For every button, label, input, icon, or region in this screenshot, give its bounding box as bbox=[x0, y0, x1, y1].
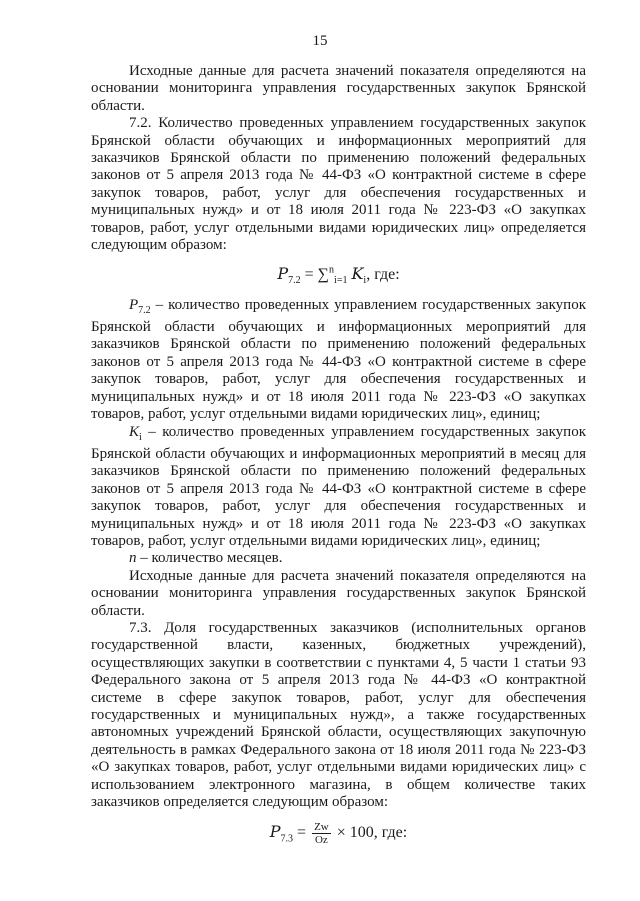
paragraph-source-data-1: Исходные данные для расчета значений показателя определяются на основании мониторинга управления государственных закупок Брянской области. bbox=[91, 63, 586, 114]
formula-p73-fraction bbox=[312, 821, 331, 846]
formula-p73 bbox=[91, 821, 586, 846]
formula-p72 bbox=[91, 264, 586, 286]
formula-p72-sum-sub: i=1 bbox=[334, 275, 348, 287]
definition-n-text: – количество месяцев. bbox=[136, 550, 283, 567]
definition-p72 bbox=[91, 297, 586, 424]
formula-p72-sum: ∑ bbox=[317, 266, 330, 284]
formula-p72-term: K bbox=[351, 264, 364, 284]
formula-p73-numerator: Zw bbox=[314, 821, 329, 834]
formula-p72-tail: , где: bbox=[366, 266, 400, 284]
formula-p73-denominator: Oz bbox=[314, 834, 328, 847]
formula-p73-eq: = bbox=[293, 824, 311, 842]
formula-p72-term-sub: i bbox=[363, 275, 367, 287]
definition-p72-symbol: P bbox=[129, 296, 139, 313]
formula-p73-lhs: P bbox=[269, 822, 281, 842]
definition-p72-text: – количество проведенных управлением государственных закупок Брянской области обучающих и информационных мероприятий для заказчиков Брянской области по применению положений федеральных законов от 5 апреля 2013 года № 44-ФЗ «О контрактной системе в сфере закупок товаров, работ, услуг для обеспечения государственных и муниципальных нужд» и от 18 июля 2011 года № 223-ФЗ «О закупках товаров, работ, услуг отдельными видами юридических лиц», единиц; bbox=[91, 296, 586, 423]
page-number: 15 bbox=[312, 33, 328, 49]
paragraph-7-3: 7.3. Доля государственных заказчиков (исполнительных органов государственной власти, казенных, бюджетных учреждений), осуществляющих закупки в соответствии с пунктами 4, 5 части 1 статьи 93 Федерального закона от 5 апреля 2013 года № 44-ФЗ «О контрактной системе в сфере закупок товаров, работ, услуг для обеспечения государственных и муниципальных нужд», а также государственных автономных учреждений Брянской области, осуществляющих закупочную деятельность в рамках Федерального закона от 18 июля 2011 года № 223-ФЗ «О закупках товаров, работ, услуг отдельными видами юридических лиц» с использованием электронного магазина, в общем количестве таких заказчиков определяется следующим образом: bbox=[91, 619, 586, 811]
definition-p72-sub: 7.2 bbox=[138, 304, 151, 316]
definition-ki bbox=[91, 424, 586, 551]
formula-p72-lhs: P bbox=[277, 264, 289, 284]
definition-ki-text: – количество проведенных управлением государственных закупок Брянской области обучающих и информационных мероприятий в месяц для заказчиков Брянской области по применению положений федеральных законов от 5 апреля 2013 года № 44-ФЗ «О контрактной системе в сфере закупок товаров, работ, услуг для обеспечения государственных и муниципальных нужд» и от 18 июля 2011 года № 223-ФЗ «О закупках товаров, работ, услуг отдельными видами юридических лиц», единиц; bbox=[91, 423, 586, 549]
definition-ki-symbol: K bbox=[129, 423, 140, 440]
formula-p73-tail: × 100, где: bbox=[332, 824, 408, 842]
definition-n-symbol: n bbox=[129, 550, 137, 567]
paragraph-7-2: 7.2. Количество проведенных управлением государственных закупок Брянской области обучающих и информационных мероприятий для заказчиков Брянской области по применению положений федеральных законов от 5 апреля 2013 года № 44-ФЗ «О контрактной системе в сфере закупок товаров, работ, услуг для обеспечения государственных и муниципальных нужд» и от 18 июля 2011 года № 223-ФЗ «О закупках товаров, работ, услуг отдельными видами юридических лиц» определяется следующим образом: bbox=[91, 115, 586, 254]
formula-p72-sum-sup: n bbox=[329, 265, 335, 277]
formula-p73-lhs-sub: 7.3 bbox=[280, 833, 294, 845]
definition-n bbox=[91, 550, 586, 567]
formula-p72-eq: = bbox=[300, 266, 318, 284]
definition-ki-sub: i bbox=[139, 431, 142, 443]
formula-p72-lhs-sub: 7.2 bbox=[288, 275, 301, 287]
paragraph-source-data-2: Исходные данные для расчета значений показателя определяются на основании мониторинга управления государственных закупок Брянской области. bbox=[91, 567, 586, 619]
document-body bbox=[91, 63, 586, 856]
